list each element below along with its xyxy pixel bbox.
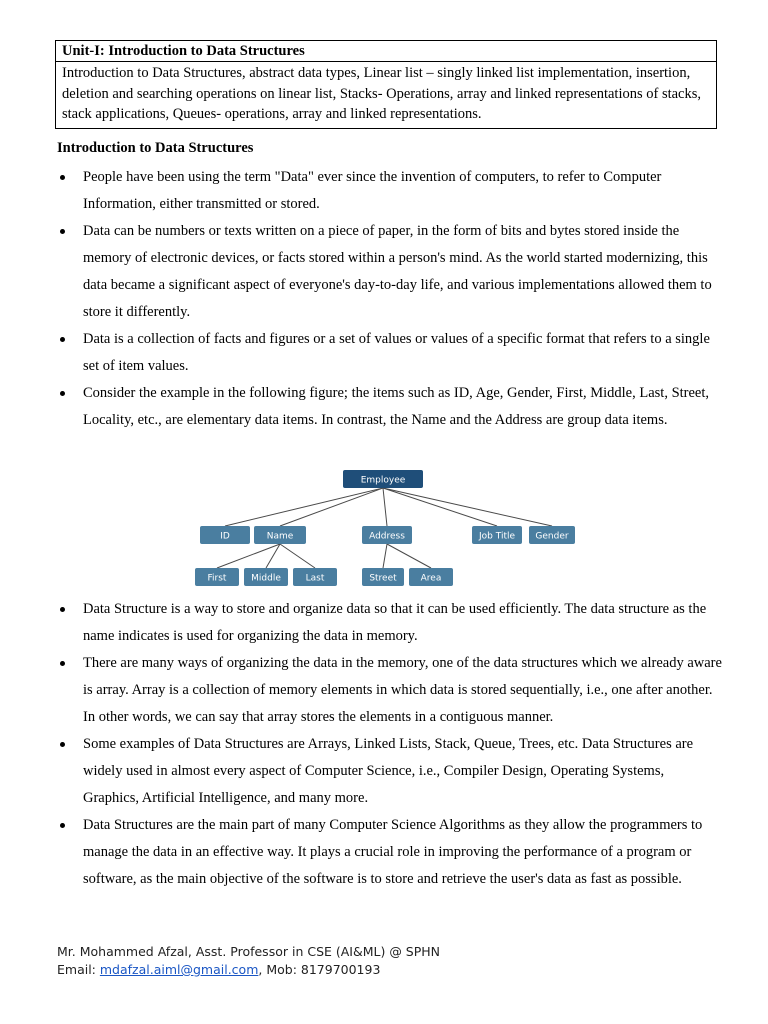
- node-address: [362, 526, 412, 544]
- bullet-text: Consider the example in the following figure; the items such as ID, Age, Gender, First, Middle, Last, Street, Locality, etc., are elementary data items. In contrast, the Name and the Address are group data items.: [83, 385, 710, 428]
- node-label: ID: [220, 531, 230, 542]
- node-street: [362, 568, 404, 586]
- mobile-number: , Mob: 8179700193: [258, 962, 381, 977]
- diagram-edge: [383, 488, 497, 526]
- list-item: [57, 812, 722, 893]
- bullet-icon: [60, 742, 65, 747]
- list-item: [57, 596, 722, 650]
- node-label: Middle: [251, 573, 281, 584]
- node-label: Gender: [535, 531, 569, 542]
- unit-description: Introduction to Data Structures, abstract data types, Linear list – singly linked list implementation, insertion, deletion and searching operations on linear list, Stacks- Operations, array and linked representations of stacks, stack applications, Queues- operations, array and linked representations.: [62, 65, 702, 122]
- diagram-edge: [383, 544, 387, 568]
- node-name: [254, 526, 306, 544]
- bullet-text: Data can be numbers or texts written on a piece of paper, in the form of bits and bytes stored inside the memory of electronic devices, or facts stored within a person's mind. As the world started modernizing, this data became a significant aspect of everyone's day-to-day life, and various implementations allowed them to store it differently.: [83, 223, 712, 320]
- bullet-text: There are many ways of organizing the data in the memory, one of the data structures which we already aware is array. Array is a collection of memory elements in which data is stored sequentially, i.e., one after another. In other words, we can say that array stores the elements in a contiguous manner.: [83, 655, 722, 725]
- footer-author: Mr. Mohammed Afzal, Asst. Professor in CSE (AI&ML) @ SPHN: [57, 944, 441, 959]
- list-item: [57, 650, 722, 731]
- node-label: Address: [369, 531, 405, 542]
- section-title: Introduction to Data Structures: [57, 140, 254, 156]
- footer-contact: [57, 961, 440, 979]
- diagram-edge: [217, 544, 280, 568]
- node-first: [195, 568, 239, 586]
- bullet-icon: [60, 823, 65, 828]
- footer: [57, 943, 440, 979]
- node-job-title: [472, 526, 522, 544]
- node-label: Area: [420, 573, 442, 584]
- bullet-text: People have been using the term "Data" ever since the invention of computers, to refer to Computer Information, either transmitted or stored.: [83, 169, 662, 212]
- bullet-list-bottom: [57, 596, 722, 893]
- diagram-edge: [280, 544, 315, 568]
- node-employee: [343, 470, 423, 488]
- diagram-edge: [383, 488, 552, 526]
- bullet-text: Data is a collection of facts and figures or a set of values or values of a specific format that refers to a single set of item values.: [83, 331, 710, 374]
- diagram-nodes: [195, 470, 575, 586]
- diagram-edge: [225, 488, 383, 526]
- bullet-icon: [60, 661, 65, 666]
- node-label: First: [207, 573, 227, 584]
- node-label: Name: [266, 531, 294, 542]
- node-label: Employee: [360, 475, 406, 486]
- list-item: [57, 731, 722, 812]
- node-middle: [244, 568, 288, 586]
- node-id: [200, 526, 250, 544]
- diagram-edge: [266, 544, 280, 568]
- bullet-text: Data Structures are the main part of many Computer Science Algorithms as they allow the programmers to manage the data in an effective way. It plays a crucial role in improving the performance of a program or software, as the main objective of the software is to store and retrieve the user's data as fast as possible.: [83, 817, 703, 887]
- diagram-edge: [387, 544, 431, 568]
- node-label: Street: [369, 573, 397, 584]
- unit-title: Unit-I: Introduction to Data Structures: [56, 41, 716, 62]
- node-label: Last: [305, 573, 325, 584]
- diagram-edge: [383, 488, 387, 526]
- diagram-edge: [280, 488, 383, 526]
- email-link[interactable]: mdafzal.aiml@gmail.com: [99, 962, 259, 977]
- node-gender: [529, 526, 575, 544]
- bullet-text: Some examples of Data Structures are Arrays, Linked Lists, Stack, Queue, Trees, etc. Data Structures are widely used in almost every aspect of Computer Science, i.e., Compiler Design, Operating Systems, Graphics, Artificial Intelligence, and many more.: [83, 736, 694, 806]
- node-label: Job Title: [478, 531, 516, 542]
- bullet-text: Data Structure is a way to store and organize data so that it can be used efficiently. The data structure as the name indicates is used for organizing the data in memory.: [83, 601, 707, 644]
- email-label: Email:: [57, 962, 100, 977]
- node-last: [293, 568, 337, 586]
- bullet-icon: [60, 607, 65, 612]
- node-area: [409, 568, 453, 586]
